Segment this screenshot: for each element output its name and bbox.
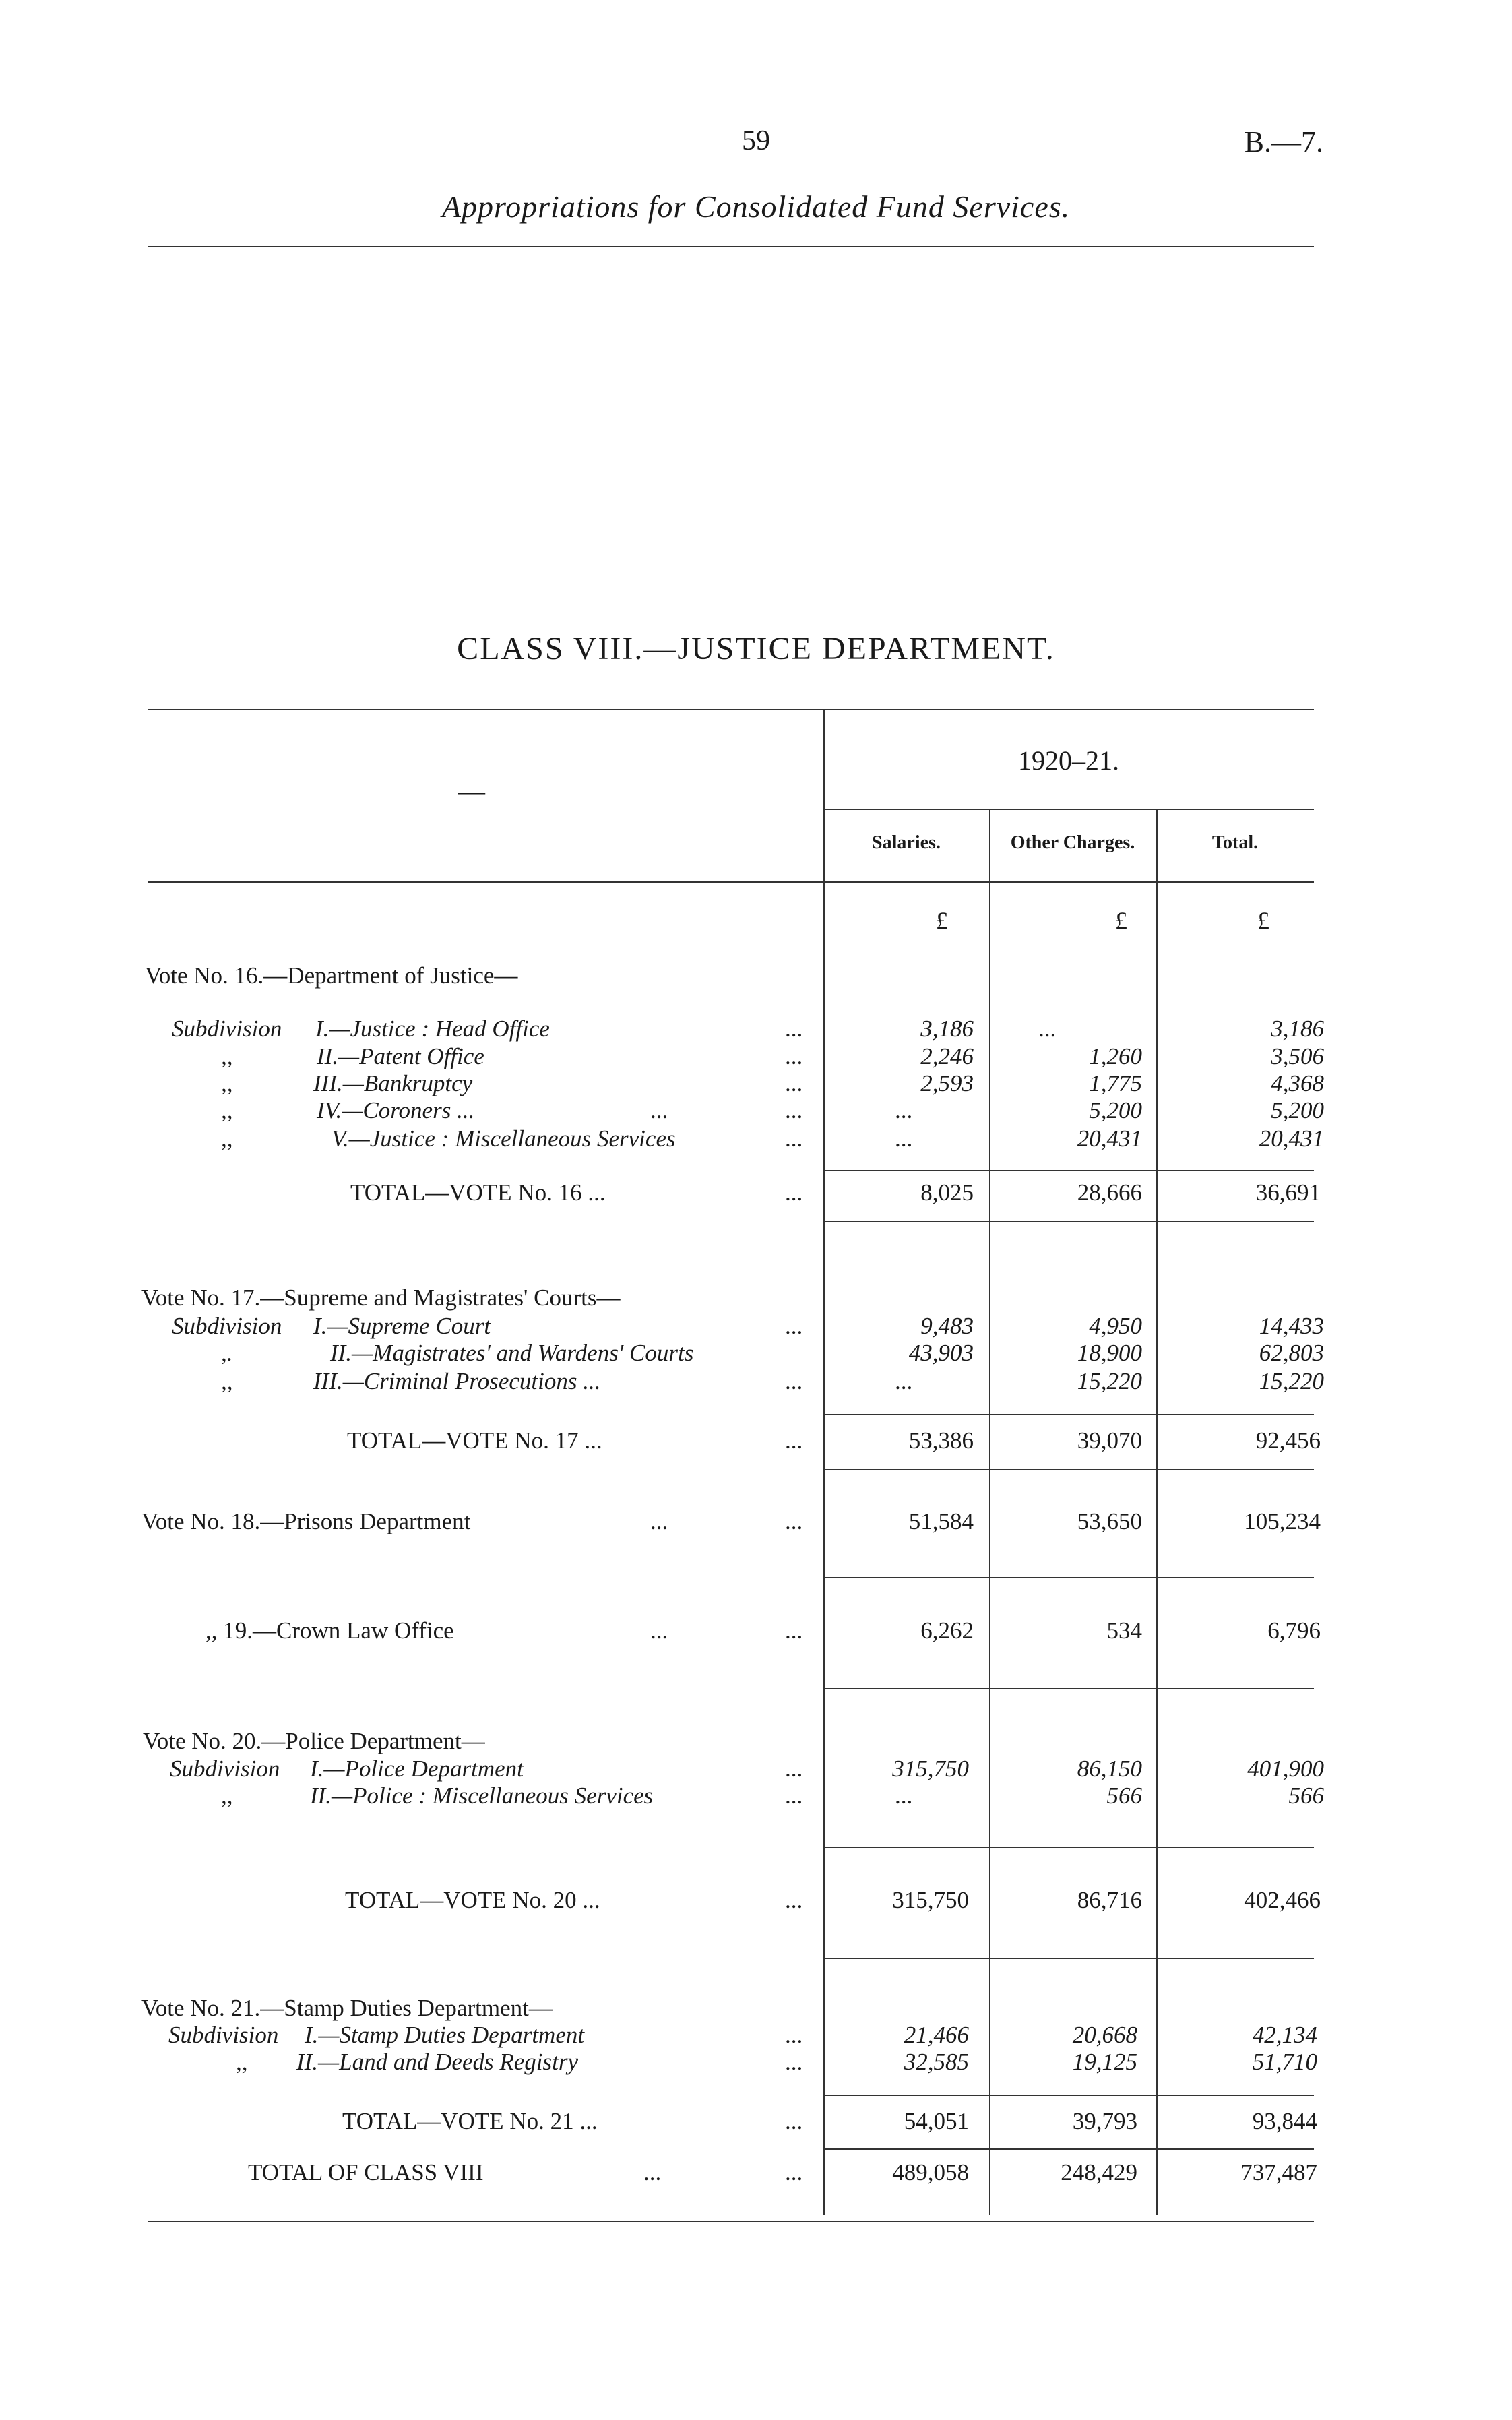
other-charges-cell: 18,900 [1077,1340,1142,1366]
row-label: II.—Land and Deeds Registry [296,2049,579,2075]
other-charges-cell: 86,716 [1077,1887,1142,1913]
total-cell: 62,803 [1259,1340,1324,1366]
other-charges-cell: 534 [1106,1617,1142,1644]
subtotal-rule [823,1688,1314,1689]
row-prefix: ,, [221,1125,233,1152]
row-label: I.—Justice : Head Office [315,1016,550,1042]
salaries-cell: 315,750 [892,1887,969,1913]
row-prefix: ,, [221,1043,233,1069]
leader-dots: ... [650,1508,668,1534]
row-label: II.—Police : Miscellaneous Services [310,1782,654,1809]
page-subtitle: Appropriations for Consolidated Fund Services. [441,189,1071,224]
table-bottom-rule [148,2221,1314,2222]
row-label: III.—Criminal Prosecutions ... [313,1368,601,1394]
leader-dots: ... [650,1617,668,1644]
year-header: 1920–21. [1018,745,1119,776]
other-charges-cell: ... [1038,1016,1057,1042]
total-cell: 15,220 [1259,1368,1324,1394]
total-header: Total. [1211,832,1259,853]
salaries-cell: 2,246 [920,1043,974,1069]
leader-dots: ... [785,1043,803,1069]
other-charges-cell: 20,431 [1077,1125,1142,1152]
row-label: II.—Patent Office [317,1043,484,1069]
total-cell: 402,466 [1244,1887,1321,1913]
year-rule [823,809,1314,810]
subtotal-rule [823,2148,1314,2150]
currency-symbol: £ [1115,907,1127,934]
leader-dots: ... [785,1313,803,1339]
total-cell: 3,186 [1271,1016,1324,1042]
other-charges-cell: 39,793 [1072,2108,1137,2134]
table-top-rule [148,709,1314,710]
salaries-cell: ... [895,1368,914,1394]
other-charges-header: Other Charges. [1010,832,1135,853]
subtotal-label: TOTAL—VOTE No. 21 ... [342,2108,598,2134]
other-charges-cell: 248,429 [1061,2159,1137,2185]
salaries-cell: 6,262 [920,1617,974,1644]
row-prefix: ,, [221,1070,233,1096]
row-label: IV.—Coroners ... [317,1097,475,1123]
salaries-cell: 53,386 [908,1427,974,1454]
vote-title: Vote No. 20.—Police Department— [143,1728,485,1754]
row-label: II.—Magistrates' and Wardens' Courts [330,1340,694,1366]
grand-total-label: TOTAL OF CLASS VIII [248,2159,484,2185]
row-prefix: Subdivision [168,2022,279,2048]
row-label: Vote No. 18.—Prisons Department [141,1508,471,1534]
leader-dots: ... [785,2022,803,2048]
subtotal-rule [823,1958,1314,1959]
row-label: I.—Police Department [310,1756,524,1782]
header-bottom-rule [148,881,1314,883]
other-charges-cell: 5,200 [1089,1097,1142,1123]
other-charges-cell: 1,260 [1089,1043,1142,1069]
column-divider [989,809,990,2215]
total-cell: 105,234 [1244,1508,1321,1534]
subtotal-rule [823,1469,1314,1470]
vote-title: Vote No. 17.—Supreme and Magistrates' Courts— [141,1284,621,1311]
salaries-cell: 489,058 [892,2159,969,2185]
subtotal-rule [823,2095,1314,2096]
salaries-cell: 3,186 [920,1016,974,1042]
salaries-cell: 51,584 [908,1508,974,1534]
row-prefix: Subdivision [172,1016,282,1042]
leader-dots: ... [785,2159,803,2185]
leader-dots: ... [785,2049,803,2075]
subtotal-rule [823,1221,1314,1222]
other-charges-cell: 4,950 [1089,1313,1142,1339]
row-label: I.—Supreme Court [313,1313,491,1339]
total-cell: 42,134 [1252,2022,1317,2048]
total-cell: 4,368 [1271,1070,1324,1096]
column-divider [823,709,825,2215]
currency-symbol: £ [1257,907,1269,934]
other-charges-cell: 566 [1106,1782,1142,1809]
currency-symbol: £ [936,907,948,934]
leader-dots: ... [785,1016,803,1042]
salaries-cell: ... [895,1097,914,1123]
leader-dots: ... [785,1756,803,1782]
other-charges-cell: 15,220 [1077,1368,1142,1394]
salaries-cell: 9,483 [920,1313,974,1339]
total-cell: 3,506 [1271,1043,1324,1069]
subtotal-rule [823,1170,1314,1171]
leader-dots: ... [785,1427,803,1454]
subtotal-label: TOTAL—VOTE No. 16 ... [350,1179,606,1206]
row-label: I.—Stamp Duties Department [305,2022,585,2048]
leader-dots: ... [785,1617,803,1644]
leader-dots: ... [785,1125,803,1152]
total-cell: 51,710 [1252,2049,1317,2075]
salaries-cell: ... [895,1782,914,1809]
row-prefix: Subdivision [172,1313,282,1339]
stub-header: — [458,776,485,806]
total-cell: 92,456 [1255,1427,1321,1454]
header-rule [148,246,1314,247]
document-reference: B.—7. [1244,125,1323,158]
other-charges-cell: 53,650 [1077,1508,1142,1534]
row-prefix: ,, [221,1368,233,1394]
row-prefix: ,. [221,1340,233,1366]
salaries-cell: 2,593 [920,1070,974,1096]
row-prefix: ,, [221,1782,233,1809]
leader-dots: ... [785,2108,803,2134]
other-charges-cell: 19,125 [1072,2049,1137,2075]
row-prefix: Subdivision [170,1756,280,1782]
salaries-cell: ... [895,1125,914,1152]
salaries-cell: 43,903 [908,1340,974,1366]
row-label: III.—Bankruptcy [313,1070,473,1096]
total-cell: 737,487 [1240,2159,1317,2185]
subtotal-label: TOTAL—VOTE No. 17 ... [347,1427,602,1454]
total-cell: 401,900 [1247,1756,1324,1782]
total-cell: 14,433 [1259,1313,1324,1339]
leader-dots: ... [643,2159,662,2185]
leader-dots: ... [785,1070,803,1096]
vote-title: Vote No. 16.—Department of Justice— [145,962,518,989]
other-charges-cell: 20,668 [1072,2022,1137,2048]
salaries-cell: 54,051 [904,2108,969,2134]
class-title: CLASS VIII.—JUSTICE DEPARTMENT. [457,631,1055,666]
row-label: V.—Justice : Miscellaneous Services [332,1125,676,1152]
total-cell: 6,796 [1267,1617,1321,1644]
leader-dots: ... [785,1179,803,1206]
salaries-cell: 32,585 [904,2049,969,2075]
leader-dots: ... [785,1097,803,1123]
row-prefix: ,, [236,2049,248,2075]
salaries-cell: 8,025 [920,1179,974,1206]
salaries-cell: 21,466 [904,2022,969,2048]
total-cell: 20,431 [1259,1125,1324,1152]
leader-dots: ... [785,1508,803,1534]
total-cell: 93,844 [1252,2108,1317,2134]
subtotal-rule [823,1414,1314,1415]
salaries-cell: 315,750 [892,1756,969,1782]
leader-dots: ... [785,1368,803,1394]
subtotal-rule [823,1847,1314,1848]
other-charges-cell: 28,666 [1077,1179,1142,1206]
column-divider [1156,809,1158,2215]
row-prefix: ,, [221,1097,233,1123]
subtotal-label: TOTAL—VOTE No. 20 ... [345,1887,600,1913]
other-charges-cell: 86,150 [1077,1756,1142,1782]
leader-dots: ... [785,1887,803,1913]
total-cell: 566 [1288,1782,1324,1809]
total-cell: 36,691 [1255,1179,1321,1206]
vote-title: Vote No. 21.—Stamp Duties Department— [141,1995,553,2021]
row-label: ,, 19.—Crown Law Office [206,1617,454,1644]
leader-dots: ... [650,1097,668,1123]
leader-dots: ... [785,1782,803,1809]
other-charges-cell: 1,775 [1089,1070,1142,1096]
subtotal-rule [823,1577,1314,1578]
page-number: 59 [742,125,770,156]
salaries-header: Salaries. [872,832,941,853]
total-cell: 5,200 [1271,1097,1324,1123]
other-charges-cell: 39,070 [1077,1427,1142,1454]
